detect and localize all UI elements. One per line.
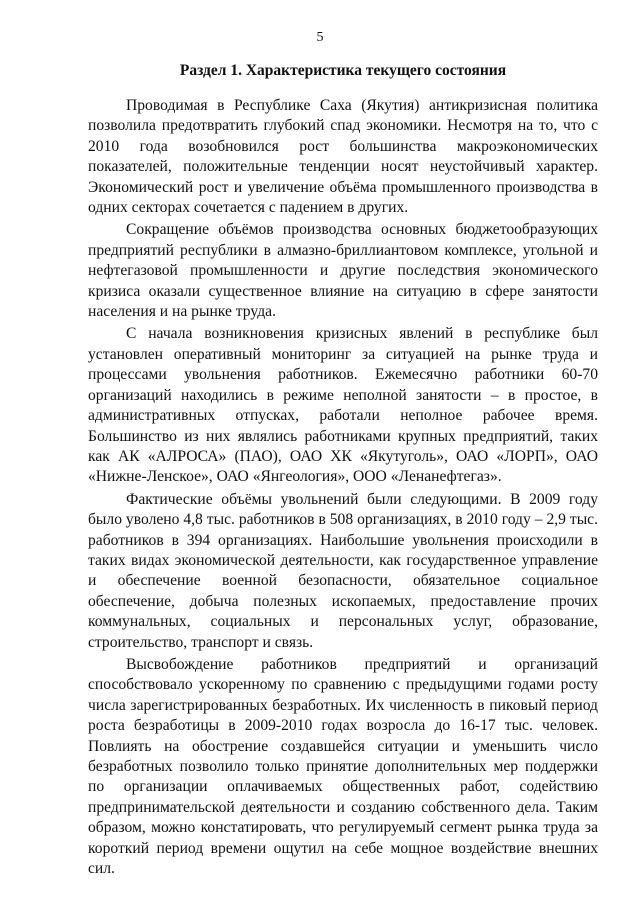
paragraph-5: Высвобождение работников предприятий и организаций способствовало ускоренному по сравнению с предыдущими годами росту числа зарегистрированных безработных. Их численность в пиковый период роста безработицы в 2009-2010 годах возросла до 16-17 тыс. человек. Повлиять на обострение создавшейся ситуации и уменьшить число безработных позволило только принятие дополнительных мер поддержки по организации оплачиваемых общественных работ, содействию предпринимательской деятельности и созданию собственного дела. Таким образом, можно констатировать, что регулируемый сегмент рынка труда за короткий период времени ощутил на себе мощное воздействие внешних сил. <box>88 655 598 878</box>
paragraph-3: С начала возникновения кризисных явлений в республике был установлен оперативный мониторинг за ситуацией на рынке труда и процессами увольнения работников. Ежемесячно работники 60-70 организаций находились в режиме неполной занятости – в простое, в административных отпусках, работали неполное рабочее время. Большинство из них являлись работниками крупных предприятий, таких как АК «АЛРОСА» (ПАО), ОАО ХК «Якутуголь», ОАО «ЛОРП», ОАО «Нижне-Ленское», ОАО «Янгеология», ООО «Ленанефтегаз». <box>88 325 598 486</box>
page-number: 5 <box>316 30 324 45</box>
paragraph-2: Сокращение объёмов производства основных бюджетообразующих предприятий республики в алмазно-бриллиантовом комплексе, угольной и нефтегазовой промышленности и другие последствия экономического кризиса оказали существенное влияние на ситуацию в сфере занятости населения и на рынке труда. <box>88 221 598 321</box>
paragraph-4: Фактические объёмы увольнений были следующими. В 2009 году было уволено 4,8 тыс. работников в 508 организациях, в 2010 году – 2,9 тыс. работников в 394 организациях. Наибольшие увольнения происходили в таких видах экономической деятельности, как государственное управление и обеспечение военной безопасности, обязательное социальное обеспечение, добыча полезных ископаемых, предоставление прочих коммунальных, социальных и персональных услуг, образование, строительство, транспорт и связь. <box>88 490 598 651</box>
body-text <box>88 96 598 881</box>
section-title: Раздел 1. Характеристика текущего состояния <box>179 62 507 79</box>
paragraph-1: Проводимая в Республике Саха (Якутия) антикризисная политика позволила предотвратить глубокий спад экономики. Несмотря на то, что с 2010 года возобновился рост большинства макроэкономических показателей, положительные тенденции носят неустойчивый характер. Экономический рост и увеличение объёма промышленного производства в одних секторах сочетается с падением в других. <box>88 97 598 217</box>
